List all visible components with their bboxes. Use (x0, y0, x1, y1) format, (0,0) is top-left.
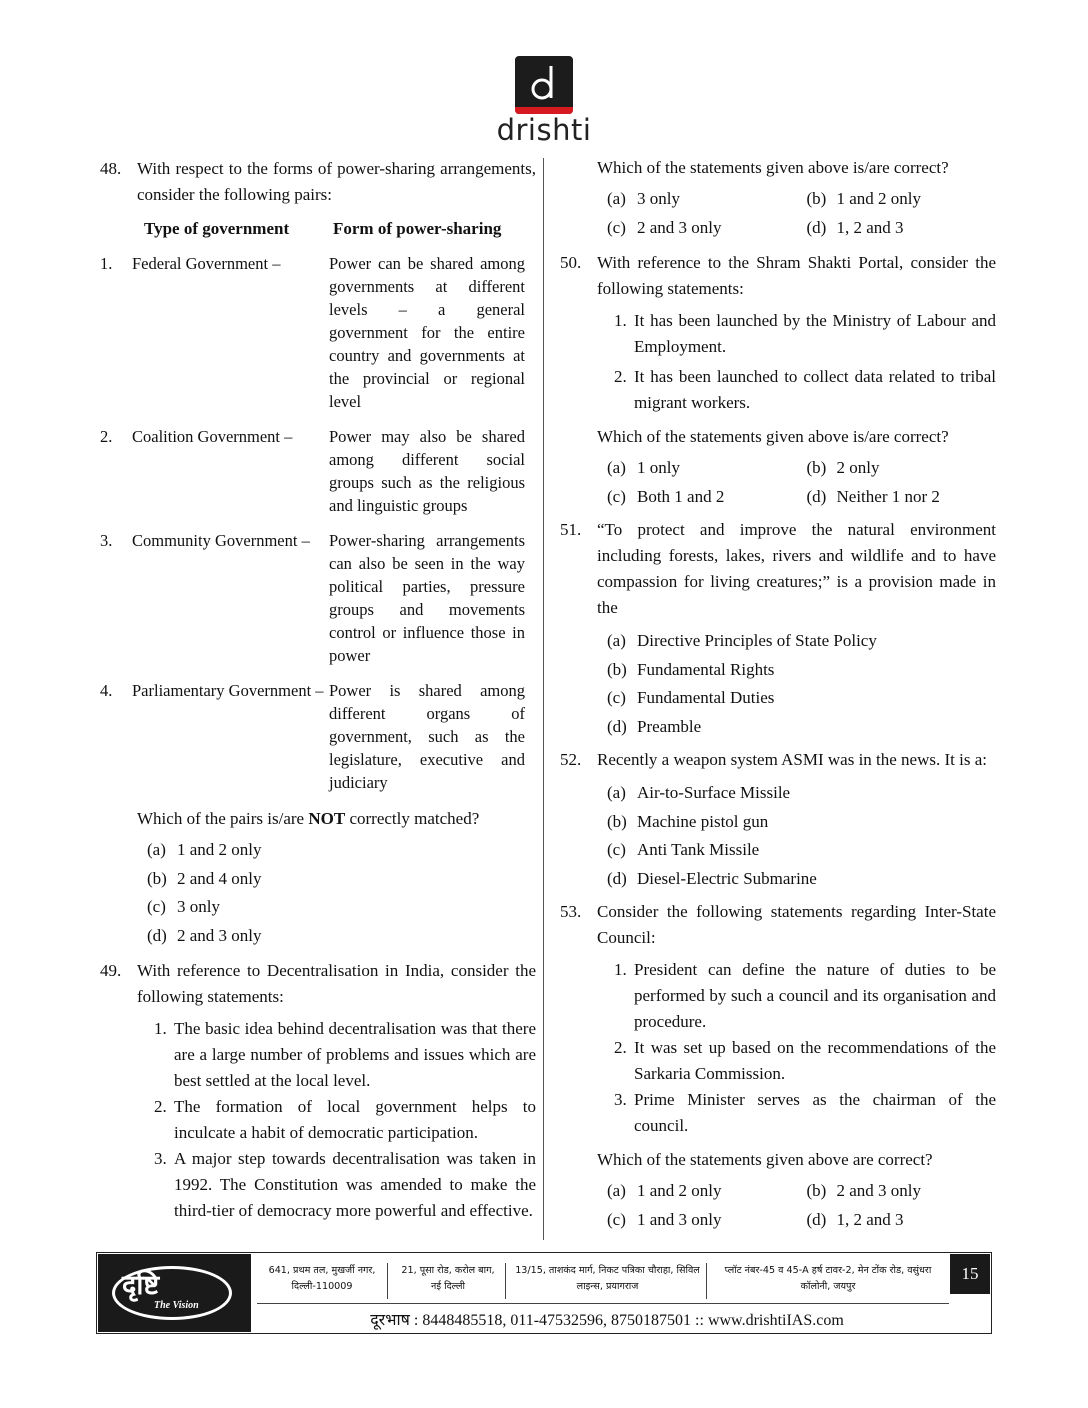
option-text: 1 and 2 only (637, 1181, 722, 1200)
option-letter: (a) (607, 189, 626, 208)
pair-form: Power-sharing arrangements can also be seen in the way political parties, pressure groups and movements control or influence those in power (329, 531, 525, 665)
question-prompt: Which of the statements given above is/are correct? (597, 427, 949, 446)
pair-number: 2. (100, 427, 113, 446)
option[interactable] (597, 454, 797, 483)
statement-text: It was set up based on the recommendations of the Sarkaria Commission. (634, 1038, 996, 1083)
statement-text: The formation of local government helps to inculcate a habit of democratic participation. (174, 1097, 536, 1142)
pair-form: Power may also be shared among different social groups such as the religious and linguistic groups (329, 427, 525, 515)
option-text: Both 1 and 2 (637, 486, 725, 506)
option-text: 2 and 3 only (836, 1181, 922, 1200)
drishti-logo-mark (515, 56, 573, 114)
footer-contact: दूरभाष : 8448485518, 011-47532596, 8750187501 :: www.drishtiIAS.com (370, 1312, 844, 1329)
option[interactable] (597, 656, 996, 685)
pair-form: Power can be shared among governments at different levels – a general government for the entire country and governments at the provincial or regional level (329, 254, 525, 411)
question-number: 51. (560, 520, 582, 539)
option-letter: (a) (607, 631, 626, 650)
option-text: 2 only (836, 458, 880, 477)
question-number: 52. (560, 750, 582, 769)
option[interactable] (597, 713, 996, 742)
option[interactable] (797, 214, 997, 243)
address-jaipur: प्लॉट नंबर-45 व 45-A हर्ष टावर-2, मेन टोंक रोड, वसुंधरा कॉलोनी, जयपुर (724, 1265, 932, 1292)
option-letter: (b) (806, 1181, 827, 1200)
address-mukherjee-nagar: 641, प्रथम तल, मुखर्जी नगर, दिल्ली-110009 (257, 1263, 388, 1299)
statement (560, 364, 996, 416)
option[interactable] (597, 1206, 797, 1235)
option-text: Fundamental Rights (637, 659, 775, 679)
options-list (560, 779, 996, 893)
option[interactable] (137, 893, 536, 922)
options-list (100, 836, 536, 950)
options-grid (560, 1177, 996, 1234)
statement (560, 308, 996, 360)
question-text: With respect to the forms of power-sharing arrangements, consider the following pairs: (137, 159, 536, 204)
question-49 (100, 958, 536, 1010)
option-row (597, 1177, 996, 1206)
pair-type: Community Government – (132, 531, 310, 550)
option-letter: (b) (607, 811, 627, 831)
option[interactable] (597, 684, 996, 713)
statement-number: 1. (614, 960, 627, 979)
option-letter: (a) (607, 1181, 626, 1200)
col-head-type: Type of government (144, 219, 290, 238)
option[interactable] (797, 454, 997, 483)
option-row (597, 483, 996, 512)
option-letter: (d) (607, 716, 627, 736)
right-column (560, 155, 996, 1234)
option-text: Machine pistol gun (637, 811, 769, 831)
option-text: 1, 2 and 3 (836, 1209, 904, 1229)
statement-number: 3. (154, 1149, 167, 1168)
option-row (597, 185, 996, 214)
column-divider (543, 158, 544, 1240)
statement (100, 1146, 536, 1224)
pair-number: 3. (100, 531, 113, 550)
option-text: Fundamental Duties (637, 688, 775, 707)
statement-number: 1. (154, 1019, 167, 1038)
option[interactable] (597, 779, 996, 808)
page-footer (96, 1252, 992, 1334)
prompt-pre: Which of the pairs is/are (137, 809, 309, 828)
prompt-post: correctly matched? (345, 809, 480, 828)
option[interactable] (597, 627, 996, 656)
question-text: With reference to Decentralisation in India, consider the following statements: (137, 961, 536, 1006)
footer-logo-hindi: दृष्टि (122, 1270, 160, 1301)
option[interactable] (137, 922, 536, 951)
options-grid (560, 454, 996, 511)
option[interactable] (797, 1177, 997, 1206)
pair-row (100, 679, 536, 794)
option-letter: (c) (607, 840, 626, 859)
option-letter: (b) (806, 458, 827, 477)
option-letter: (d) (607, 868, 627, 888)
logo-wordmark: drishti (496, 113, 592, 147)
footer-logo-tagline: The Vision (154, 1300, 199, 1311)
option-row (597, 454, 996, 483)
pair-type: Coalition Government – (132, 427, 293, 446)
option[interactable] (797, 1206, 997, 1235)
question-prompt: Which of the statements given above are correct? (597, 1150, 933, 1169)
options-list (560, 627, 996, 741)
option-row (597, 214, 996, 243)
option-letter: (b) (806, 189, 827, 208)
question-52 (560, 747, 996, 773)
question-50 (560, 250, 996, 302)
statement-text: President can define the nature of duties to be performed by such a council and its organisation and procedure. (634, 960, 996, 1031)
statement-text: A major step towards decentralisation was taken in 1992. The Constitution was amended to make the third-tier of democracy more powerful and effective. (174, 1149, 536, 1220)
statement (100, 1016, 536, 1094)
option-text: 2 and 4 only (177, 868, 262, 888)
statement-number: 3. (614, 1090, 627, 1109)
statement-text: Prime Minister serves as the chairman of the council. (634, 1090, 996, 1135)
pair-type: Federal Government – (132, 254, 281, 273)
option-text: Preamble (637, 716, 702, 736)
option-letter: (b) (607, 659, 627, 679)
option-text: 1 and 2 only (177, 840, 262, 859)
option-letter: (d) (147, 925, 167, 945)
option-text: Anti Tank Missile (637, 840, 760, 859)
option-text: Directive Principles of State Policy (637, 631, 877, 650)
pair-form: Power is shared among different organs of government, such as the legislature, executive and judiciary (329, 681, 525, 792)
col-head-form: Form of power-sharing (333, 219, 502, 238)
option[interactable] (597, 865, 996, 894)
option-text: 1 and 2 only (836, 189, 922, 208)
page-number: 15 (950, 1254, 990, 1294)
statement-text: The basic idea behind decentralisation was that there are a large number of problems and issues which are best settled at the local level. (174, 1019, 536, 1090)
question-text: “To protect and improve the natural environment including forests, lakes, rivers and wildlife and to have compassion for living creatures;” is a provision made in the (597, 520, 996, 617)
option[interactable] (597, 214, 797, 243)
option-text: Neither 1 nor 2 (836, 486, 940, 506)
option[interactable] (797, 483, 997, 512)
statement-text: It has been launched by the Ministry of Labour and Employment. (634, 311, 996, 356)
option-letter: (d) (806, 486, 827, 506)
option-letter: (d) (806, 217, 827, 237)
option-letter: (c) (607, 217, 626, 237)
option-text: 1 only (637, 458, 680, 477)
statement-text: It has been launched to collect data related to tribal migrant workers. (634, 367, 996, 412)
option-text: 1, 2 and 3 (836, 217, 904, 237)
option-text: 1 and 3 only (637, 1209, 722, 1229)
pairs-table-header (100, 216, 536, 242)
option[interactable] (597, 483, 797, 512)
option-text: Air-to-Surface Missile (637, 783, 791, 802)
option-letter: (c) (607, 486, 626, 506)
prompt-bold: NOT (308, 809, 346, 828)
left-column (100, 156, 536, 1224)
question-prompt: Which of the statements given above is/are correct? (597, 158, 949, 177)
statement (560, 1087, 996, 1139)
option-text: 2 and 3 only (637, 217, 722, 237)
question-number: 50. (560, 253, 582, 272)
option[interactable] (137, 836, 536, 865)
question-text: With reference to the Shram Shakti Portal, consider the following statements: (597, 253, 996, 298)
option-text: 3 only (637, 189, 680, 208)
option-letter: (d) (806, 1209, 827, 1229)
question-text: Consider the following statements regarding Inter-State Council: (597, 902, 996, 947)
question-prompt (100, 806, 536, 832)
question-number: 53. (560, 902, 582, 921)
address-karol-bagh: 21, पूसा रोड, करोल बाग, नई दिल्ली (391, 1263, 506, 1299)
statement-number: 2. (614, 367, 627, 386)
option-letter: (a) (147, 840, 166, 859)
statement (560, 957, 996, 1035)
option-text: Diesel-Electric Submarine (637, 868, 817, 888)
option-text: 3 only (177, 897, 220, 916)
option-letter: (b) (147, 868, 167, 888)
option-letter: (a) (607, 458, 626, 477)
footer-rule (257, 1303, 949, 1304)
pair-number: 1. (100, 254, 113, 273)
option-letter: (c) (147, 897, 166, 916)
letter-d-icon (529, 64, 559, 102)
option[interactable] (797, 185, 997, 214)
pair-type: Parliamentary Government – (132, 681, 324, 700)
option-text: 2 and 3 only (177, 925, 262, 945)
option-row (597, 1206, 996, 1235)
option-letter: (a) (607, 783, 626, 802)
statement-number: 1. (614, 311, 627, 330)
question-48 (100, 156, 536, 208)
question-53 (560, 899, 996, 951)
statement-number: 2. (154, 1097, 167, 1116)
footer-logo (98, 1254, 251, 1332)
option[interactable] (597, 185, 797, 214)
options-grid (560, 185, 996, 242)
option[interactable] (137, 865, 536, 894)
option-letter: (c) (607, 1209, 626, 1229)
question-number: 49. (100, 961, 122, 980)
statement (560, 1035, 996, 1087)
address-prayagraj: 13/15, ताशकंद मार्ग, निकट पत्रिका चौराहा, सिविल लाइन्स, प्रयागराज (509, 1263, 707, 1299)
pair-number: 4. (100, 681, 113, 700)
pair-row (100, 252, 536, 413)
option-letter: (c) (607, 688, 626, 707)
pair-row (100, 529, 536, 667)
statement (100, 1094, 536, 1146)
option[interactable] (597, 808, 996, 837)
statement-number: 2. (614, 1038, 627, 1057)
question-51 (560, 517, 996, 621)
question-number: 48. (100, 159, 122, 178)
option[interactable] (597, 1177, 797, 1206)
question-text: Recently a weapon system ASMI was in the news. It is a: (597, 750, 987, 769)
option[interactable] (597, 836, 996, 865)
pair-row (100, 425, 536, 517)
